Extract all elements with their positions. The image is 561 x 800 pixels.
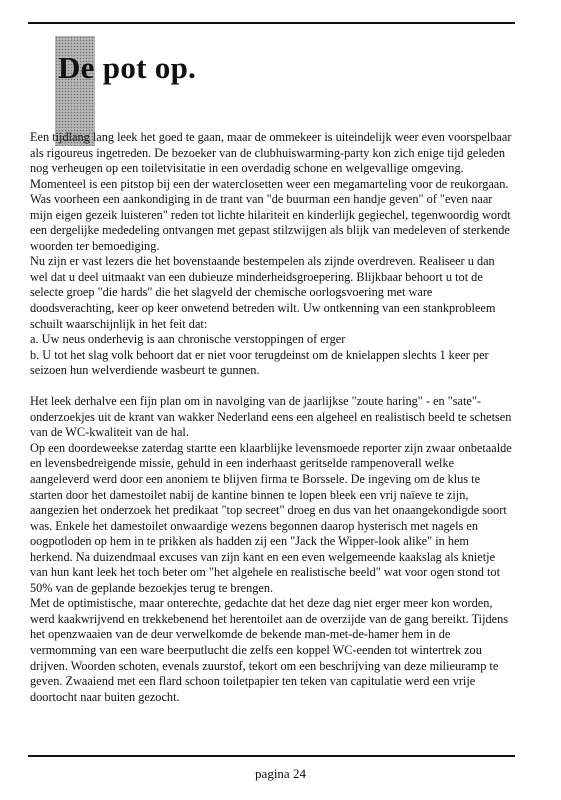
page-title: De pot op. [58, 50, 197, 85]
paragraph-gap [30, 379, 514, 395]
list-item-b: b. U tot het slag volk behoort dat er niet voor terugdeinst om de knielappen slechts 1 keer per seizoen hun welverdiende wasbeurt te gunnen. [30, 347, 489, 378]
paragraph: Het leek derhalve een fijn plan om in navolging van de jaarlijkse "zoute haring" - en "sate"- onderzoekjes uit de krant van wakker Nederland eens een algeheel en realistisch beeld te schetsen van de WC-kwaliteit van de hal. [30, 394, 512, 440]
paragraph: Op een doordeweekse zaterdag startte een klaarblijke levensmoede reporter zijn zwaar onbetaalde en levensbedreigende missie, gehuld in een inderhaast geritselde rampenoverall welke aangeleverd werd door een anoniem te blijven firma te Borssele. De ingeving om de klus te starten door het damestoilet nabij de kantine binnen te lopen bleek een vrij naïeve te zijn, aangezien het onderzoek het predikaat "top secreet" droeg en dus van het onaangekondigde soort was. Enkele het damestoilet onwaardige wezens begonnen daarop hysterisch met nagels en oogpotloden op hem in te prikken als hadden zij een "Jack the Wipper-look alike" in hem herkend. Na duizendmaal excuses van zijn kant en een even welgemeende kaakslag als knietje van hun kant leek het toch beter om "het algehele en realistische beeld" wat voor ogen stond tot 50% van de geplande bezoekjes terug te brengen. [30, 440, 512, 595]
paragraph: Nu zijn er vast lezers die het bovenstaande bestempelen als zijnde overdreven. Realiseer u dan wel dat u deel uitmaakt van een dubieuze minderheidsgroepering. Blijkbaar behoort u tot de selecte groep "die hards" die het slagveld der chemische oorlogsvoering met ware doodsverachting, keer op keer onwetend betreden wilt. Uw ontkenning van een stankprobleem schuilt waarschijnlijk in het feit dat: [30, 254, 496, 331]
article-body [30, 130, 514, 705]
page-number: pagina 24 [255, 766, 306, 781]
paragraph: Met de optimistische, maar onterechte, gedachte dat het deze dag niet erger meer kon worden, werd kaakwrijvend en trekkebenend het herentoilet aan de overzijde van de gang bereikt. Tijdens het openzwaaien van de deur verwelkomde de bekende man-met-de-hamer hem in de vermomming van een ware beerputlucht die zelfs een koppel WC-eenden tot wintertrek zou drijven. Woorden schoten, evenals zuurstof, tekort om een beschrijving van deze milieuramp te geven. Zwaaiend met een flard schoon toiletpapier ten teken van capitulatie werd een vrije doortocht naar buiten gezocht. [30, 596, 509, 704]
paragraph: Was voorheen een aankondiging in de trant van "de buurman een handje geven" of "even naar mijn eigen gezeik luisteren" reden tot lichte hilariteit en kinderlijk gegiechel, tegenwoordig wordt een dergelijke mededeling ontvangen met gepast stilzwijgen als blijk van medeleven of sterkende woorden ter bemoediging. [30, 192, 511, 253]
bottom-rule [28, 755, 515, 757]
paragraph: Een tijdlang lang leek het goed te gaan, maar de ommekeer is uiteindelijk weer even voorspelbaar als rigoureus ingetreden. De bezoeker van de clubhuiswarming-party kon zich enige tijd geleden nog verheugen op een toiletvisitatie in een overdadig schone en welgevallige omgeving. Momenteel is een pitstop bij een der waterclosetten weer een megamarteling voor de reukorgaan. [30, 130, 512, 191]
top-rule [28, 22, 515, 24]
list-item-a: a. Uw neus onderhevig is aan chronische verstoppingen of erger [30, 332, 346, 347]
